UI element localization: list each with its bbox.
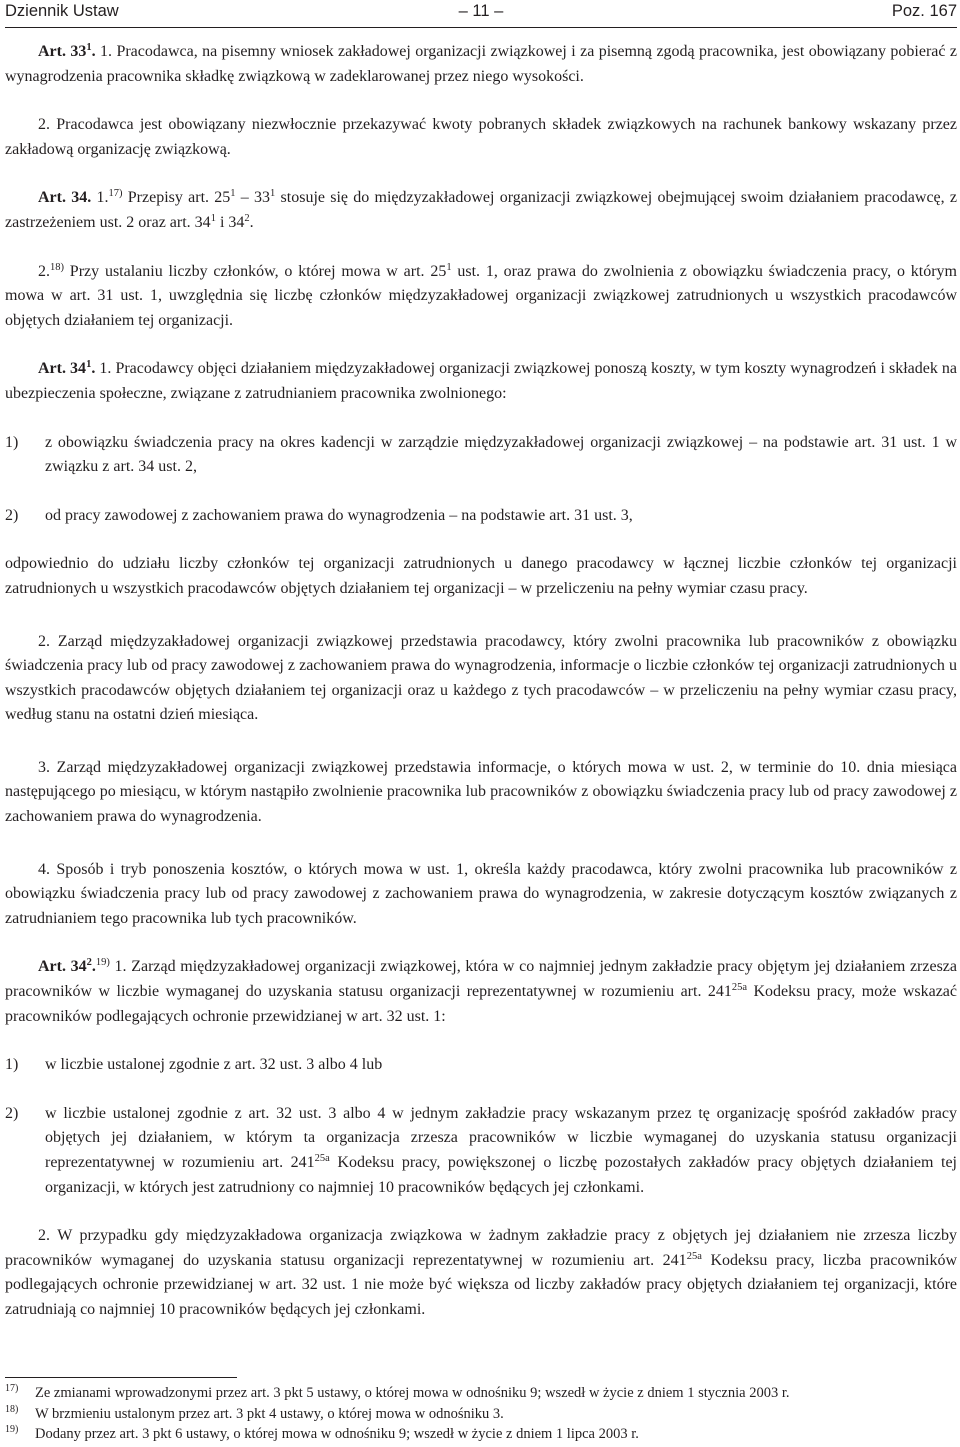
list-item <box>5 1102 957 1200</box>
text-run: . <box>91 958 96 976</box>
superscript: 1 <box>86 359 92 371</box>
paragraph <box>5 955 957 1029</box>
text-run: Przepisy art. 25 <box>122 189 231 207</box>
text-run: z obowiązku świadczenia pracy na okres kadencji w zarządzie międzyzakładowej organizacji związkowej – na podstawie art. 31 ust. 1 w związku z art. 34 ust. 2, <box>45 433 957 476</box>
list-item <box>5 1053 957 1078</box>
text-run: 1. Pracodawca, na pisemny wniosek zakładowej organizacji związkowej i za pisemną zgodą pracownika, jest obowiązany pobierać z wynagrodzenia pracownika składkę związkową w zadeklarowanej przez niego wysokości. <box>5 43 958 85</box>
page-number: – 11 – <box>458 2 504 20</box>
position-number: Poz. 167 <box>891 2 957 20</box>
footnote-mark: 19) <box>5 1424 19 1435</box>
text-run: 2. Zarząd międzyzakładowej organizacji związkowej przedstawia pracodawcy, który zwolni pracownika lub pracowników z obowiązku świadczenia pracy lub od pracy zawodowej z zachowaniem prawa do wynagrodzenia, informacje o liczbie członków tej organizacji zatrudnionych u wszystkich pracodawców objętych działaniem tej organizacji oraz u każdego z tych pracodawców – w przeliczeniu na pełny wymiar czasu pracy, według stanu na ostatni dzień miesiąca. <box>5 632 957 724</box>
text-run: Art. 33 <box>38 43 87 60</box>
journal-title: Dziennik Ustaw <box>5 2 119 20</box>
footnote-text: Dodany przez art. 3 pkt 6 ustawy, o której mowa w odnośniku 9; wszedł w życie z dniem 1 lipca 2003 r. <box>35 1426 639 1442</box>
footnote-text: W brzmieniu ustalonym przez art. 3 pkt 4 ustawy, o której mowa w odnośniku 3. <box>35 1405 504 1422</box>
text-run: . <box>249 213 254 231</box>
text-run: stosuje się do międzyzakładowej organizacji związkowej obejmującej swoim działaniem pracodawcę, z zastrzeżeniem ust. 2 oraz art. 34 <box>5 189 958 231</box>
list-item <box>5 431 957 480</box>
text-run: w liczbie ustalonej zgodnie z art. 32 ust. 3 albo 4 lub <box>45 1056 383 1074</box>
footnote <box>5 1383 957 1404</box>
text-run: Art. 34 <box>38 958 87 976</box>
paragraph <box>5 260 957 334</box>
text-run: od pracy zawodowej z zachowaniem prawa do wynagrodzenia – na podstawie art. 31 ust. 3, <box>45 506 633 524</box>
text-run: – 33 <box>235 189 271 207</box>
paragraph <box>5 756 957 830</box>
text-run: 2. Pracodawca jest obowiązany niezwłocznie przekazywać kwoty pobranych składek związkowych na rachunek bankowy wskazany przez zakładową organizację związkową. <box>5 116 957 158</box>
superscript: 25a <box>314 1153 330 1164</box>
superscript: 18) <box>50 261 64 273</box>
paragraph <box>5 552 957 601</box>
footnote-mark: 17) <box>5 1383 19 1394</box>
text-run: 2. <box>38 262 50 280</box>
text-run: i 34 <box>215 213 245 231</box>
superscript: 19) <box>95 957 110 969</box>
footnote <box>5 1404 957 1425</box>
superscript: 1 <box>230 188 236 200</box>
footnote-separator <box>5 1377 237 1378</box>
paragraph <box>5 40 957 89</box>
footnotes <box>5 1383 957 1445</box>
text-run: Przy ustalaniu liczby członków, o której mowa w art. 25 <box>64 262 447 280</box>
text-run: Kodeksu pracy, może wskazać pracowników podlegających ochronie przewidzianej w art. 32 ust. 1: <box>5 983 958 1025</box>
paragraph <box>5 1224 957 1322</box>
text-run: Kodeksu pracy, powiększonej o liczbę pozostałych zakładów pracy objętych działaniem tej organizacji, w których jest zatrudniony co najmniej 10 pracowników będących jej członkami. <box>45 1154 958 1196</box>
text-run: Kodeksu pracy, liczba pracowników podlegających ochronie przewidzianej w art. 32 ust. 1 nie może być większa od liczby zakładów pracy objętych działaniem tej organizacji, które zatrudniają co najmniej 10 pracowników będących jej członkami. <box>5 1251 957 1318</box>
paragraph <box>5 630 957 728</box>
superscript: 25a <box>686 1250 702 1262</box>
paragraph <box>5 113 957 162</box>
superscript: 1 <box>210 212 216 224</box>
list-item-number: 2) <box>5 1104 19 1122</box>
text-run: odpowiednio do udziału liczby członków tej organizacji zatrudnionych u danego pracodawcy w łącznej liczbie członków tej organizacji zatrudnionych u wszystkich pracodawców objętych działaniem tej organizacji – w przeliczeniu na pełny wymiar czasu pracy. <box>5 555 957 597</box>
header-rule <box>5 27 957 28</box>
text-run: w liczbie ustalonej zgodnie z art. 32 ust. 3 albo 4 w jednym zakładzie pracy wskazanym przez tę organizację spośród zakładów pracy objętych jej działaniem, w którym ta organizacja zrzesza pracowników w liczbie wymaganej do uzyskania statusu organizacji reprezentatywnej w rozumieniu art. 241 <box>45 1104 957 1171</box>
footnote-mark: 18) <box>5 1403 19 1415</box>
paragraph <box>5 186 957 235</box>
text-run: . <box>91 43 101 60</box>
list-item-number: 1) <box>5 433 19 451</box>
list-item-number: 1) <box>5 1056 19 1074</box>
superscript: 17) <box>108 188 123 200</box>
text-run: ust. 1, oraz prawa do zwolnienia z obowiązku świadczenia pracy, o którym mowa w art. 31 ust. 1, uwzględnia się liczbę członków międzyzakładowej organizacji związkowej zatrudnionych u wszystkich pracodawców objętych działaniem tej organizacji. <box>5 262 957 329</box>
text-run: 1. Zarząd międzyzakładowej organizacji związkowej, która w co najmniej jednym zakładzie pracy objętym jej działaniem zrzesza pracowników w liczbie wymaganej do uzyskania statusu organizacji reprezentatywnej w rozumieniu art. 241 <box>5 958 958 1001</box>
list-item-number: 2) <box>5 506 19 524</box>
page-header <box>5 2 957 26</box>
text-run: . <box>91 360 96 378</box>
text-run: Art. 34 <box>38 360 87 378</box>
text-run: 2. W przypadku gdy międzyzakładowa organizacja związkowa w żadnym zakładzie pracy z objętych jej działaniem nie zrzesza liczby pracowników wymaganej do uzyskania statusu organizacji reprezentatywnej w rozumieniu art. 241 <box>5 1227 957 1269</box>
paragraph <box>5 357 957 406</box>
footnote <box>5 1424 957 1445</box>
text-run: 3. Zarząd międzyzakładowej organizacji związkowej przedstawia informacje, o których mowa w ust. 2, w terminie do 10. dnia miesiąca następującego po miesiącu, w którym nastąpiło zwolnienie pracownika lub pracowników z obowiązku świadczenia pracy lub od pracy zawodowej z zachowaniem prawa do wynagrodzenia. <box>5 758 957 826</box>
superscript: 1 <box>446 261 452 273</box>
text-run: 1. <box>91 189 109 207</box>
text-run: 1. Pracodawcy objęci działaniem międzyzakładowej organizacji związkowej ponoszą koszty, w tym koszty wynagrodzeń i składek na ubezpieczenia społeczne, związane z zatrudnianiem pracownika zwolnionego: <box>5 360 958 402</box>
superscript: 1 <box>270 188 276 200</box>
text-run: 4. Sposób i tryb ponoszenia kosztów, o których mowa w ust. 1, określa każdy pracodawca, który zwolni pracownika lub pracowników z obowiązku świadczenia pracy lub od pracy zawodowej z zachowaniem prawa do wynagrodzenia, w zakresie dotyczącym kosztów związanych z zatrudnianiem tego pracownika lub tych pracowników. <box>5 860 957 927</box>
document-body <box>5 40 957 1323</box>
superscript: 2 <box>86 957 92 969</box>
list-item <box>5 504 957 529</box>
superscript: 25a <box>731 982 748 994</box>
superscript: 1 <box>86 42 92 53</box>
superscript: 2 <box>244 212 250 224</box>
paragraph <box>5 858 957 932</box>
footnote-text: Ze zmianami wprowadzonymi przez art. 3 pkt 5 ustawy, o której mowa w odnośniku 9; wszedł w życie z dniem 1 stycznia 2003 r. <box>35 1385 790 1401</box>
text-run: Art. 34. <box>38 189 92 207</box>
